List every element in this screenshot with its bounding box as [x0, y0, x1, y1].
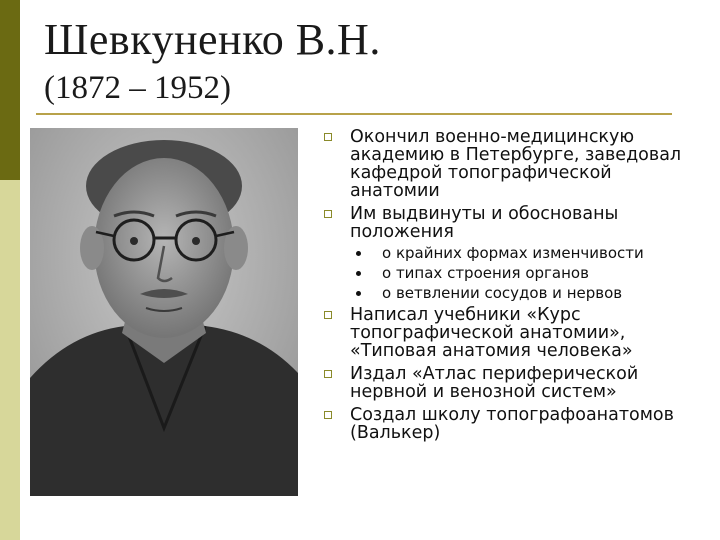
sidebar-accent-dark [0, 0, 20, 180]
square-bullet-icon [324, 411, 332, 419]
list-item [322, 128, 706, 200]
sub-list-item [350, 246, 706, 261]
list-item [322, 406, 706, 442]
sub-list-item-text: о ветвлении сосудов и нервов [382, 284, 623, 302]
list-item [322, 205, 706, 301]
sub-list-item [350, 286, 706, 301]
list-item-text: Издал «Атлас периферической нервной и венозной систем» [350, 364, 639, 402]
slide-title: Шевкуненко В.Н. [44, 15, 381, 64]
facts-list [322, 128, 706, 447]
title-divider [36, 113, 672, 115]
sub-list-item-text: о типах строения органов [382, 264, 589, 282]
dot-bullet-icon [356, 271, 361, 276]
square-bullet-icon [324, 370, 332, 378]
list-item-text: Создал школу топографоанатомов (Валькер) [350, 405, 674, 443]
dot-bullet-icon [356, 291, 361, 296]
sidebar-accent-light [0, 180, 20, 540]
list-item-text: Окончил военно-медицинскую академию в Петербурге, заведовал кафедрой топографической анатомии [350, 127, 682, 201]
square-bullet-icon [324, 210, 332, 218]
list-item [322, 365, 706, 401]
list-item [322, 306, 706, 360]
sub-list-item [350, 266, 706, 281]
square-bullet-icon [324, 311, 332, 319]
list-item-text: Им выдвинуты и обоснованы положения [350, 204, 619, 242]
list-item-text: Написал учебники «Курс топографической анатомии», «Типовая анатомия человека» [350, 305, 633, 361]
portrait-photo [30, 128, 298, 496]
square-bullet-icon [324, 133, 332, 141]
dot-bullet-icon [356, 251, 361, 256]
sub-list [350, 246, 706, 301]
slide-subtitle: (1872 – 1952) [44, 70, 231, 106]
sub-list-item-text: о крайних формах изменчивости [382, 244, 644, 262]
